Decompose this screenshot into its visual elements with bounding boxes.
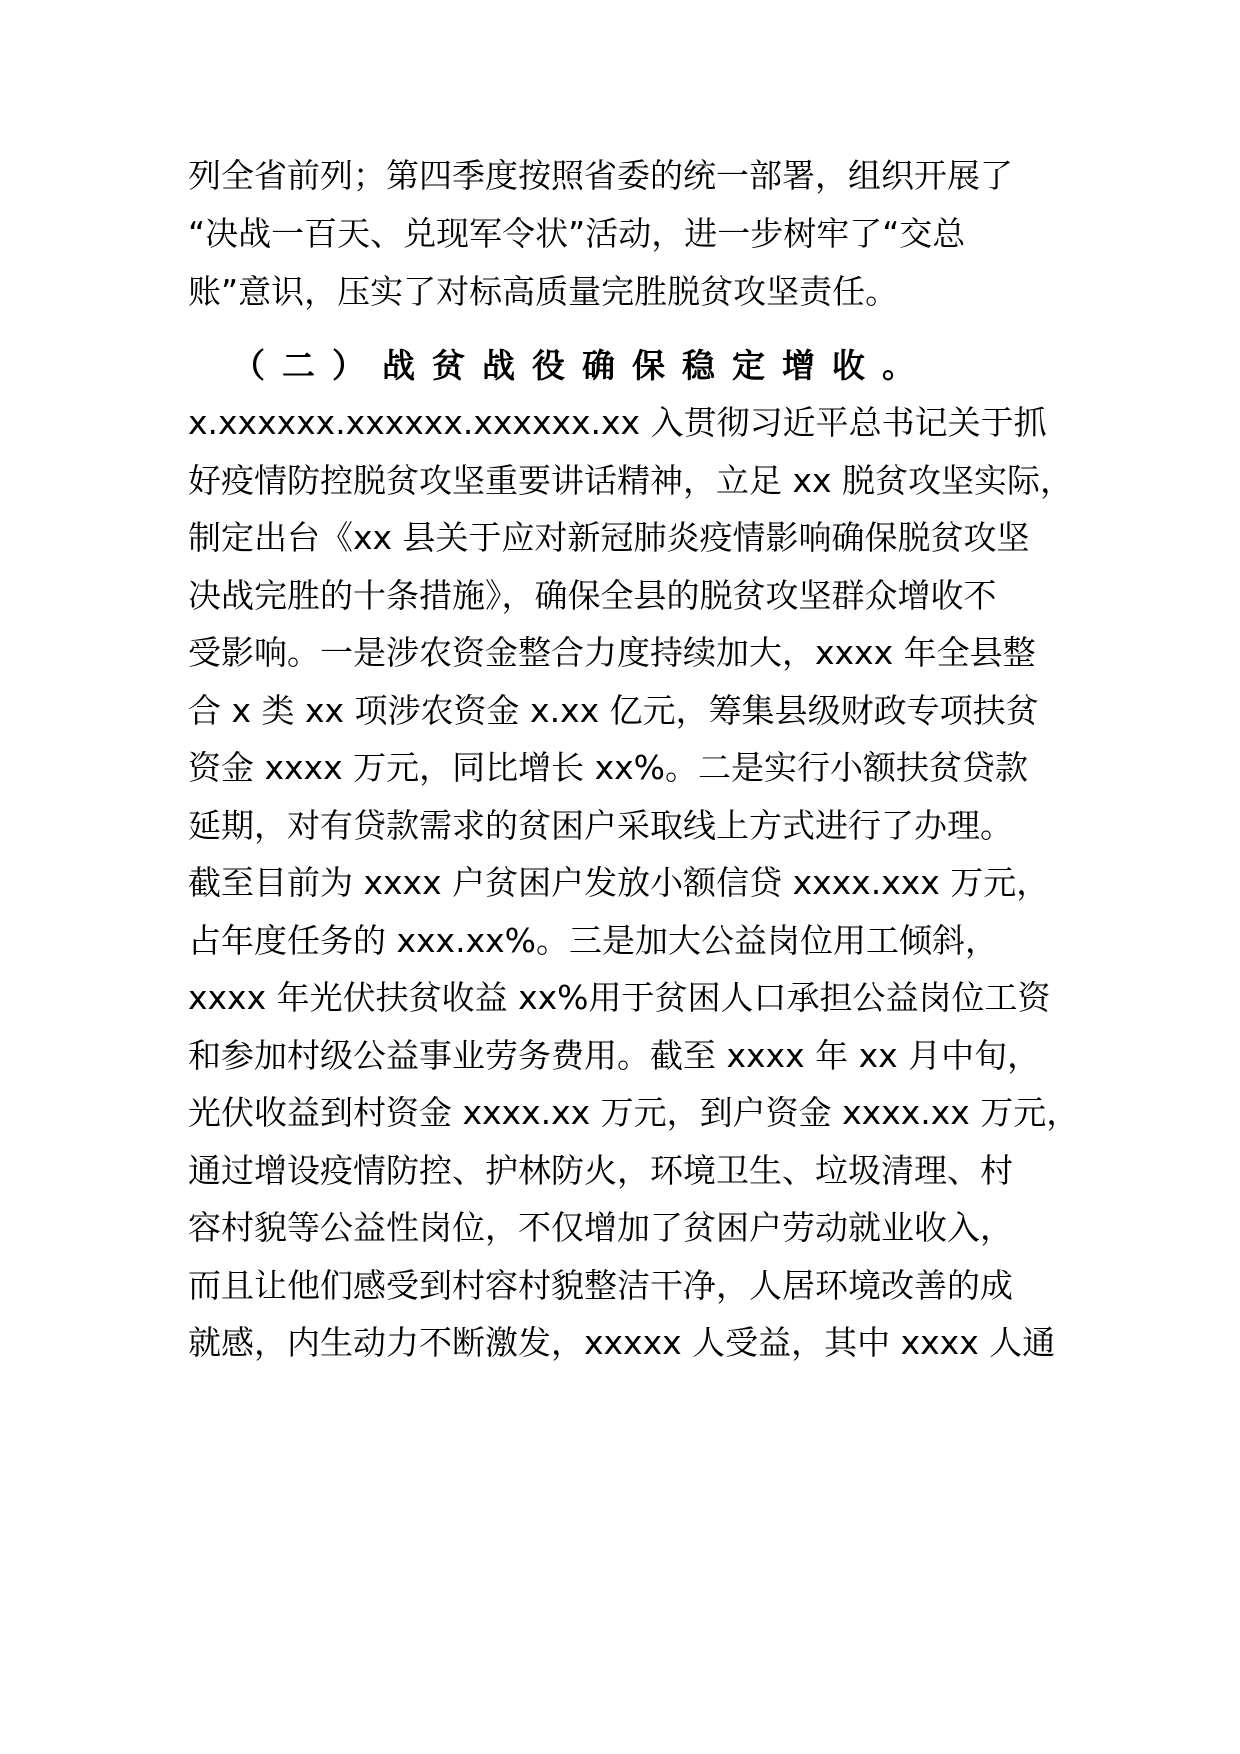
body-text-line: 和参加村级公益事业劳务费用。截至 xxxx 年 xx 月中旬， bbox=[188, 1036, 1041, 1075]
body-text-line: 截至目前为 xxxx 户贫困户发放小额信贷 xxxx.xxx 万元， bbox=[188, 863, 1050, 902]
body-text-line: 决战完胜的十条措施》，确保全县的脱贫攻坚群众增收不 bbox=[188, 576, 997, 615]
body-text-line: 受影响。一是涉农资金整合力度持续加大，xxxx 年全县整 bbox=[188, 633, 1036, 672]
body-text-line: 而且让他们感受到村容村貌整洁干净，人居环境改善的成 bbox=[188, 1266, 1013, 1305]
body-text-line: 制定出台《xx 县关于应对新冠肺炎疫情影响确保脱贫攻坚 bbox=[188, 518, 1030, 557]
body-text-line: 就感，内生动力不断激发，xxxxx 人受益，其中 xxxx 人通 bbox=[188, 1323, 1056, 1362]
body-text-line: 通过增设疫情防控、护林防火，环境卫生、垃圾清理、村 bbox=[188, 1151, 1013, 1190]
body-text-line: 光伏收益到村资金 xxxx.xx 万元，到户资金 xxxx.xx 万元， bbox=[188, 1093, 1080, 1132]
body-text-line: 账”意识，压实了对标高质量完胜脱贫攻坚责任。 bbox=[188, 272, 899, 311]
body-text-line: 占年度任务的 xxx.xx%。三是加大公益岗位用工倾斜， bbox=[188, 921, 998, 960]
body-text-line: xxxx 年光伏扶贫收益 xx%用于贫困人口承担公益岗位工资 bbox=[188, 978, 1051, 1017]
body-text-line: 好疫情防控脱贫攻坚重要讲话精神，立足 xx 脱贫攻坚实际， bbox=[188, 461, 1074, 500]
section-heading: （二）战贫战役确保稳定增收。 bbox=[232, 346, 932, 385]
body-text-line: 资金 xxxx 万元，同比增长 xx%。二是实行小额扶贫贷款 bbox=[188, 748, 1029, 787]
body-text-line: “决战一百天、兑现军令状”活动，进一步树牢了“交总 bbox=[188, 214, 966, 253]
body-text-line: 容村貌等公益性岗位，不仅增加了贫困户劳动就业收入， bbox=[188, 1208, 1013, 1247]
body-text-line: x.xxxxxx.xxxxxx.xxxxxx.xx 入贯彻习近平总书记关于抓 bbox=[188, 403, 1047, 442]
body-text-line: 合 x 类 xx 项涉农资金 x.xx 亿元，筹集县级财政专项扶贫 bbox=[188, 691, 1039, 730]
body-text-line: 延期，对有贷款需求的贫困户采取线上方式进行了办理。 bbox=[188, 806, 1013, 845]
body-text-line: 列全省前列；第四季度按照省委的统一部署，组织开展了 bbox=[188, 156, 1013, 195]
